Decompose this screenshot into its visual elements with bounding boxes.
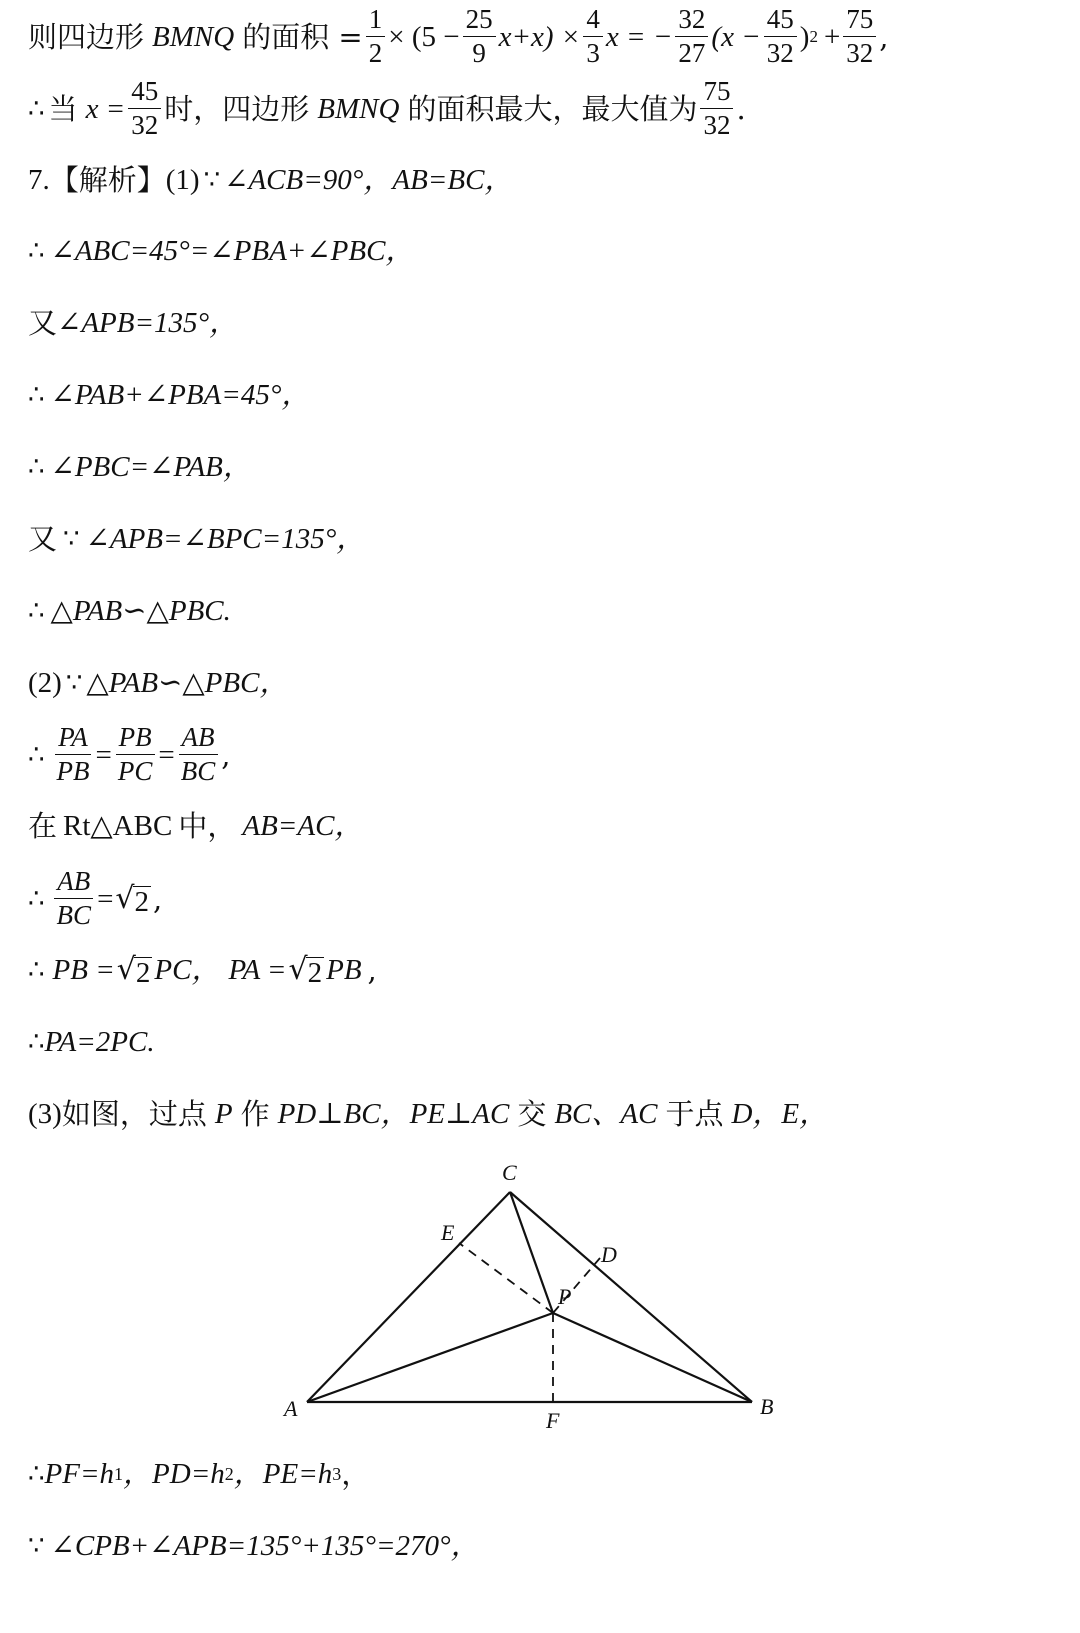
- text-comma: ,: [221, 737, 231, 772]
- text-pa-eq: PA =: [228, 954, 287, 986]
- text-pd: ，PD=h: [123, 1458, 225, 1490]
- text-comma: ,: [367, 953, 377, 987]
- part-3-header: [28, 1096, 828, 1132]
- text-you: 又: [28, 522, 58, 556]
- fraction-75-32: [843, 4, 876, 69]
- text-plus: +: [823, 20, 841, 53]
- heights-line: ∴ PF=h 1 ，PD=h 2 ，PE=h 3 ，: [28, 1457, 371, 1491]
- label-d: D: [601, 1242, 617, 1267]
- fraction-pa-pb: [54, 722, 93, 787]
- therefore-symbol: ∴: [28, 93, 45, 124]
- triangle-figure: [0, 1150, 1080, 1450]
- maximum-line: [28, 76, 746, 141]
- quad-name: BMNQ: [317, 92, 400, 125]
- text-yu: 于点: [665, 1097, 724, 1131]
- step-line: [28, 377, 310, 413]
- label-b: B: [760, 1394, 774, 1419]
- quad-name: BMNQ: [152, 20, 235, 53]
- radicand: 2: [135, 957, 151, 989]
- equation: ∠ABC=45°=∠PBA+∠PBC，: [50, 235, 415, 267]
- equation: △PAB∽△PBC.: [50, 595, 231, 627]
- frac-den: 32: [131, 110, 159, 140]
- text-prefix: 则四边形: [28, 19, 145, 54]
- analysis-tag: 【解析】: [49, 163, 166, 197]
- text-jiao: 交: [517, 1097, 547, 1131]
- text-dang: 当: [48, 91, 78, 126]
- therefore-symbol: ∴: [28, 380, 45, 410]
- text-shi: 时，四边形: [164, 91, 310, 126]
- therefore-symbol: ∴: [28, 236, 45, 266]
- text-pb-eq: PB =: [52, 954, 115, 986]
- equation: △PAB∽△PBC，: [86, 667, 289, 699]
- frac-num: 45: [764, 4, 797, 37]
- text-zuo: 作: [240, 1097, 270, 1131]
- part-2-header: [28, 665, 288, 701]
- therefore-symbol: ∴: [28, 955, 45, 985]
- frac-num: AB: [179, 722, 218, 755]
- fraction-1-2: [366, 4, 386, 69]
- step-line: [28, 233, 414, 269]
- sides: BC、AC: [554, 1098, 658, 1130]
- because-symbol: ∵: [63, 524, 80, 554]
- problem-7-header: [28, 162, 513, 198]
- sqrt-2: √ 2: [115, 880, 150, 918]
- text-x-plus-x: x+x) ×: [498, 20, 581, 53]
- radicand: 2: [307, 957, 323, 989]
- text-zhong: 中，: [178, 809, 237, 843]
- equation: ∠PAB+∠PBA=45°，: [50, 379, 311, 411]
- text-you: 又: [28, 306, 58, 340]
- label-a: A: [284, 1396, 298, 1421]
- segment-bp: [553, 1313, 752, 1402]
- equation: ∠ACB=90°，AB=BC，: [224, 164, 514, 196]
- text-pe: ，PE=h: [233, 1458, 333, 1490]
- text-eq: =: [158, 738, 175, 771]
- fraction-75-32: [700, 76, 733, 141]
- side-ac: [307, 1192, 510, 1402]
- frac-num: 25: [463, 4, 496, 37]
- frac-num: 75: [700, 76, 733, 109]
- text-pf: PF=h: [44, 1458, 115, 1490]
- frac-den: 27: [678, 38, 706, 68]
- text-times: × (5 −: [388, 20, 460, 53]
- therefore-symbol: ∴: [28, 1459, 45, 1489]
- frac-num: 1: [366, 4, 386, 37]
- fraction-32-27: [675, 4, 708, 69]
- frac-num: PB: [116, 722, 155, 755]
- text-x-eq: x = −: [605, 20, 673, 53]
- text-pb: PB: [326, 954, 362, 986]
- frac-den: 32: [703, 110, 731, 140]
- sqrt-ratio-line: [28, 866, 162, 931]
- text-construct: 如图，过点: [61, 1097, 207, 1131]
- text-open-paren: (x −: [711, 20, 761, 53]
- frac-num: 32: [675, 4, 708, 37]
- problem-number: 7.: [28, 164, 50, 196]
- sqrt-2: √ 2: [288, 952, 323, 989]
- text-comma: ,: [879, 19, 889, 54]
- equation: ∠APB=135°，: [57, 307, 239, 339]
- points-d-e: D，E，: [731, 1098, 829, 1130]
- fraction-ab-bc: [178, 722, 219, 787]
- frac-den: 32: [846, 38, 874, 68]
- because-symbol: ∵: [65, 668, 83, 698]
- frac-den: 3: [586, 38, 600, 68]
- text-eq: =: [95, 738, 112, 771]
- perpendiculars: PD⊥BC，PE⊥AC: [277, 1098, 510, 1130]
- frac-num: AB: [54, 866, 93, 899]
- text-pc: PC，: [154, 954, 221, 986]
- therefore-symbol: ∴: [28, 739, 45, 770]
- frac-den: BC: [180, 756, 216, 786]
- step-line: [28, 1024, 155, 1060]
- because-symbol: ∵: [28, 1531, 45, 1561]
- therefore-symbol: ∴: [28, 596, 45, 626]
- label-c: C: [502, 1160, 517, 1185]
- text-comma: ,: [153, 881, 163, 916]
- sqrt-equation-line: [28, 952, 377, 988]
- text-close-paren: ): [799, 20, 810, 53]
- part-label: (3): [28, 1098, 62, 1130]
- dashed-pe: [459, 1243, 553, 1313]
- text-dot: .: [736, 91, 746, 126]
- text-eq: =: [97, 882, 114, 915]
- therefore-symbol: ∴: [28, 1027, 45, 1057]
- text-area-eq: 的面积 =: [242, 19, 363, 54]
- fraction-pb-pc: [115, 722, 156, 787]
- angle-sum-line: [28, 1528, 480, 1564]
- triangle-name: Rt△ABC: [63, 810, 173, 842]
- step-line: [28, 305, 238, 341]
- label-e: E: [441, 1220, 455, 1245]
- ratio-line: [28, 722, 231, 787]
- frac-num: 4: [583, 4, 603, 37]
- equation: PA=2PC.: [44, 1026, 155, 1058]
- fraction-25-9: [463, 4, 496, 69]
- point-p: P: [214, 1098, 233, 1130]
- equation: ∠APB=∠BPC=135°，: [85, 523, 366, 555]
- text-comma: ，: [341, 1457, 371, 1491]
- text-max: 的面积最大，最大值为: [407, 91, 698, 126]
- fraction-45-32: [128, 76, 161, 141]
- step-line: [28, 521, 365, 557]
- frac-den: 2: [368, 38, 383, 68]
- segment-ap: [307, 1313, 553, 1402]
- radicand: 2: [134, 885, 150, 918]
- sqrt-2: √ 2: [116, 952, 151, 989]
- frac-den: PC: [117, 756, 153, 786]
- fraction-45-32: [764, 4, 797, 69]
- step-line: [28, 593, 231, 629]
- label-f: F: [546, 1408, 560, 1433]
- step-line: [28, 449, 252, 485]
- fraction-4-3: [583, 4, 603, 69]
- equation: ∠PBC=∠PAB，: [50, 451, 252, 483]
- therefore-symbol: ∴: [28, 452, 45, 482]
- therefore-symbol: ∴: [28, 883, 45, 914]
- part-label: (1): [165, 164, 200, 196]
- fraction-ab-bc: [54, 866, 95, 931]
- frac-num: 45: [128, 76, 161, 109]
- text-zai: 在: [28, 809, 58, 843]
- frac-den: 32: [766, 38, 794, 68]
- step-line: [28, 808, 363, 844]
- frac-num: PA: [55, 722, 91, 755]
- frac-den: BC: [56, 900, 92, 930]
- label-p: P: [558, 1284, 572, 1309]
- because-symbol: ∵: [203, 165, 221, 195]
- part-label: (2): [28, 667, 62, 699]
- equation: AB=AC，: [242, 810, 364, 842]
- area-expression-line: 则四边形 BMNQ 的面积 = $\frac{1}{2}$ × (5 − $\frac{25}{9}$ x+x) × $\frac{4}{3}$ x = − $\frac{32}{27}$ (x − $\frac{45}{32}$ ) 2 + $\frac{75}{32}$ ,: [28, 4, 889, 68]
- frac-den: 9: [472, 38, 486, 68]
- frac-num: 75: [843, 4, 876, 37]
- text-x-eq: x =: [85, 92, 126, 125]
- frac-den: PB: [56, 756, 90, 786]
- equation: ∠CPB+∠APB=135°+135°=270°，: [50, 1530, 480, 1562]
